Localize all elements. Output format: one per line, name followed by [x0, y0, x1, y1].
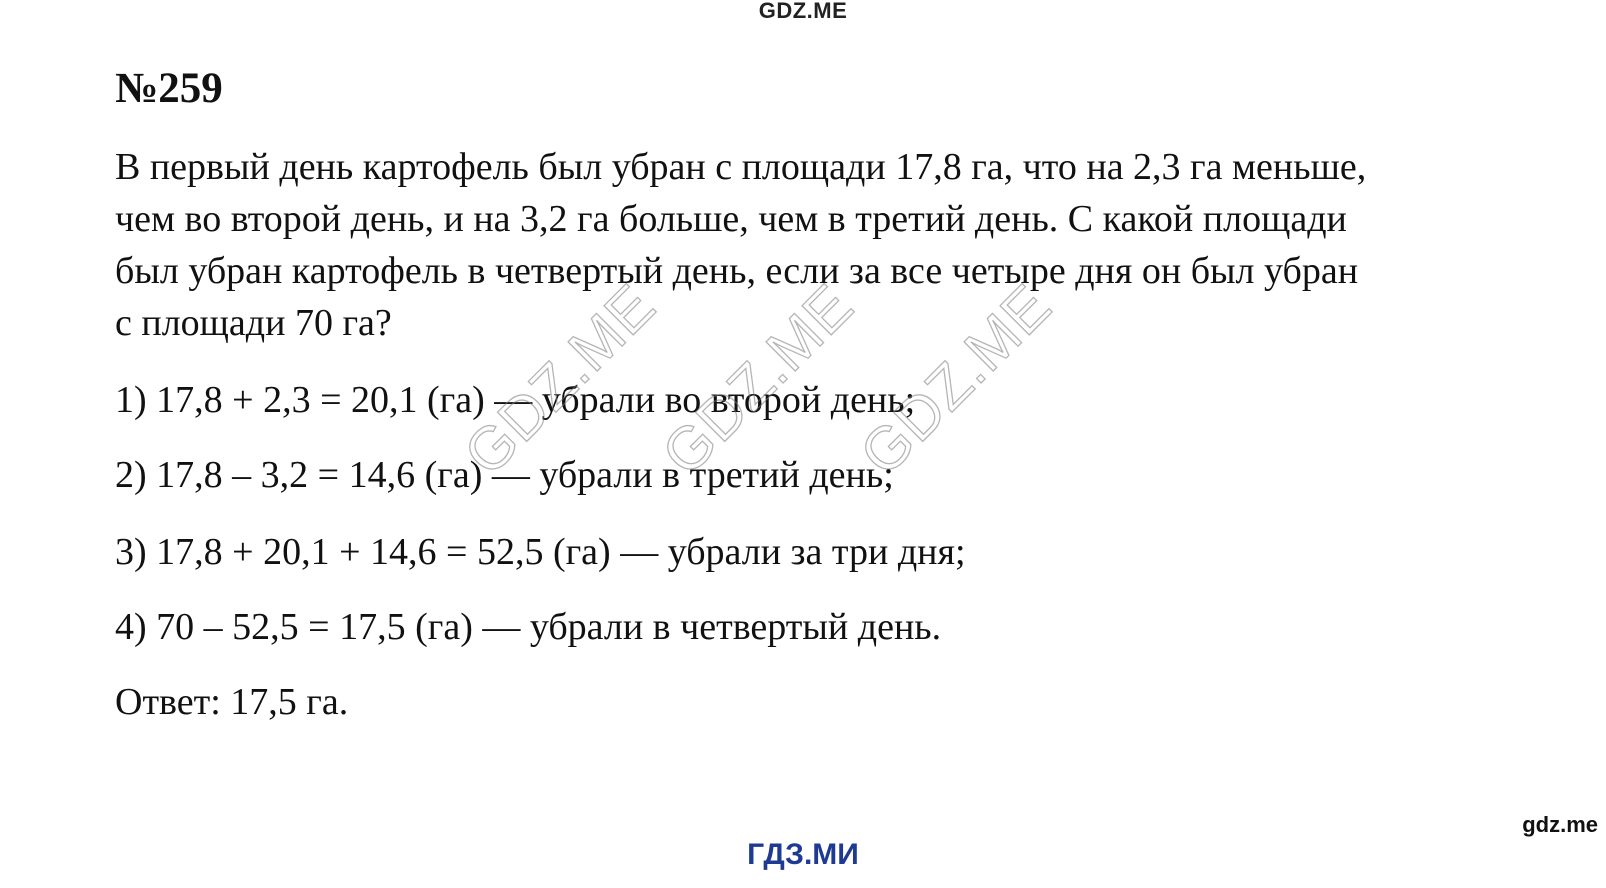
watermark: GDZ.ME	[847, 271, 1064, 488]
problem-text-line: с площади 70 га?	[115, 302, 392, 344]
problem-text-line: В первый день картофель был убран с площади 17,8 га, что на 2,3 га меньше,	[115, 146, 1367, 188]
solution-step-3: 3) 17,8 + 20,1 + 14,6 = 52,5 (га) — убрали за три дня;	[115, 531, 966, 573]
problem-text-line: был убран картофель в четвертый день, если за все четыре дня он был убран	[115, 250, 1359, 292]
solution-step-2: 2) 17,8 – 3,2 = 14,6 (га) — убрали в третий день;	[115, 454, 894, 496]
footer-site-label: gdz.me	[1522, 812, 1598, 837]
solution-step-4: 4) 70 – 52,5 = 17,5 (га) — убрали в четвертый день.	[115, 606, 942, 648]
watermark: GDZ.ME	[649, 271, 866, 488]
problem-number: №259	[115, 65, 223, 112]
footer-brand: ГДЗ.МИ	[747, 838, 859, 871]
problem-text-line: чем во второй день, и на 3,2 га больше, чем в третий день. С какой площади	[115, 198, 1347, 240]
solution-step-1: 1) 17,8 + 2,3 = 20,1 (га) — убрали во второй день;	[115, 379, 916, 421]
answer-line: Ответ: 17,5 га.	[115, 681, 349, 723]
watermark: GDZ.ME	[451, 271, 668, 488]
site-header: GDZ.ME	[758, 0, 848, 23]
